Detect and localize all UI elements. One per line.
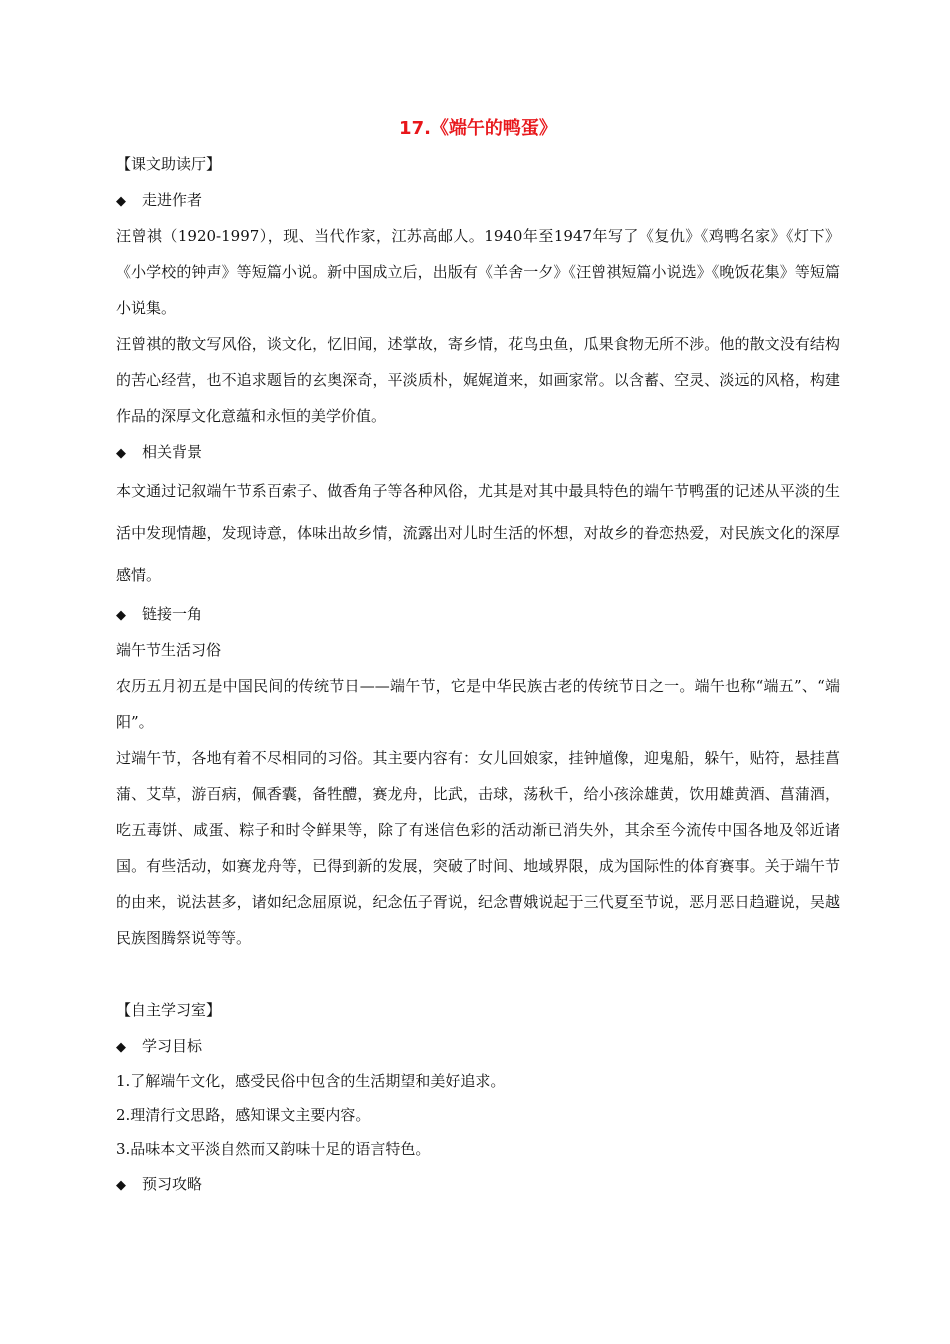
goal-item-1: 1.了解端午文化，感受民俗中包含的生活期望和美好追求。 xyxy=(116,1072,506,1090)
diamond-bullet-icon: ◆ xyxy=(116,194,126,209)
link-paragraph-2: 过端午节，各地有着不尽相同的习俗。其主要内容有：女儿回娘家，挂钟馗像，迎鬼船，躲午，贴符，悬挂菖蒲、艾草，游百病，佩香囊，备牲醴，赛龙舟，比武，击球，荡秋千，给小孩涂雄黄，饮用雄黄酒、菖蒲酒，吃五毒饼、咸蛋、粽子和时令鲜果等，除了有迷信色彩的活动渐已消失外，其余至今流传中国各地及邻近诸国。有些活动，如赛龙舟等，已得到新的发展，突破了时间、地域界限，成为国际性的体育赛事。关于端午节的由来，说法甚多，诸如纪念屈原说，纪念伍子胥说，纪念曹娥说起于三代夏至节说，恶月恶日趋避说，吴越民族图腾祭说等等。 xyxy=(116,749,840,947)
bullet-link xyxy=(116,596,840,632)
bullet-author xyxy=(116,182,840,218)
background-paragraph: 本文通过记叙端午节系百索子、做香角子等各种风俗，尤其是对其中最具特色的端午节鸭蛋的记述从平淡的生活中发现情趣，发现诗意，体味出故乡情，流露出对儿时生活的怀想，对故乡的眷恋热爱，对民族文化的深厚感情。 xyxy=(116,482,840,584)
bullet-label: 走进作者 xyxy=(142,191,203,209)
page-title: 17.《端午的鸭蛋》 xyxy=(399,118,557,139)
author-paragraph-1: 汪曾祺（1920-1997），现、当代作家，江苏高邮人。1940年至1947年写了《复仇》《鸡鸭名家》《灯下》《小学校的钟声》等短篇小说。新中国成立后，出版有《羊舍一夕》《汪曾祺短篇小说选》《晚饭花集》等短篇小说集。 xyxy=(116,227,840,317)
section-heading-self-study: 【自主学习室】 xyxy=(116,1001,222,1019)
bullet-preview xyxy=(116,1166,840,1202)
link-subtitle: 端午节生活习俗 xyxy=(116,641,222,659)
section-heading-reading-hall: 【课文助读厅】 xyxy=(116,155,222,173)
diamond-bullet-icon: ◆ xyxy=(116,608,126,623)
author-paragraph-2: 汪曾祺的散文写风俗，谈文化，忆旧闻，述掌故，寄乡情，花鸟虫鱼，瓜果食物无所不涉。他的散文没有结构的苦心经营，也不追求题旨的玄奥深奇，平淡质朴，娓娓道来，如画家常。以含蓄、空灵、淡远的风格，构建作品的深厚文化意蕴和永恒的美学价值。 xyxy=(116,335,840,425)
bullet-background xyxy=(116,434,840,470)
blank-line xyxy=(116,956,840,992)
bullet-label: 相关背景 xyxy=(142,443,203,461)
bullet-label: 学习目标 xyxy=(142,1037,203,1055)
link-paragraph-1: 农历五月初五是中国民间的传统节日——端午节，它是中华民族古老的传统节日之一。端午也称“端五”、“端阳”。 xyxy=(116,677,840,731)
diamond-bullet-icon: ◆ xyxy=(116,446,126,461)
goal-item-2: 2.理清行文思路，感知课文主要内容。 xyxy=(116,1106,371,1124)
bullet-label: 链接一角 xyxy=(142,605,203,623)
goal-item-3: 3.品味本文平淡自然而又韵味十足的语言特色。 xyxy=(116,1140,431,1158)
diamond-bullet-icon: ◆ xyxy=(116,1178,126,1193)
document-page xyxy=(116,112,840,1202)
diamond-bullet-icon: ◆ xyxy=(116,1040,126,1055)
bullet-goals xyxy=(116,1028,840,1064)
bullet-label: 预习攻略 xyxy=(142,1175,203,1193)
